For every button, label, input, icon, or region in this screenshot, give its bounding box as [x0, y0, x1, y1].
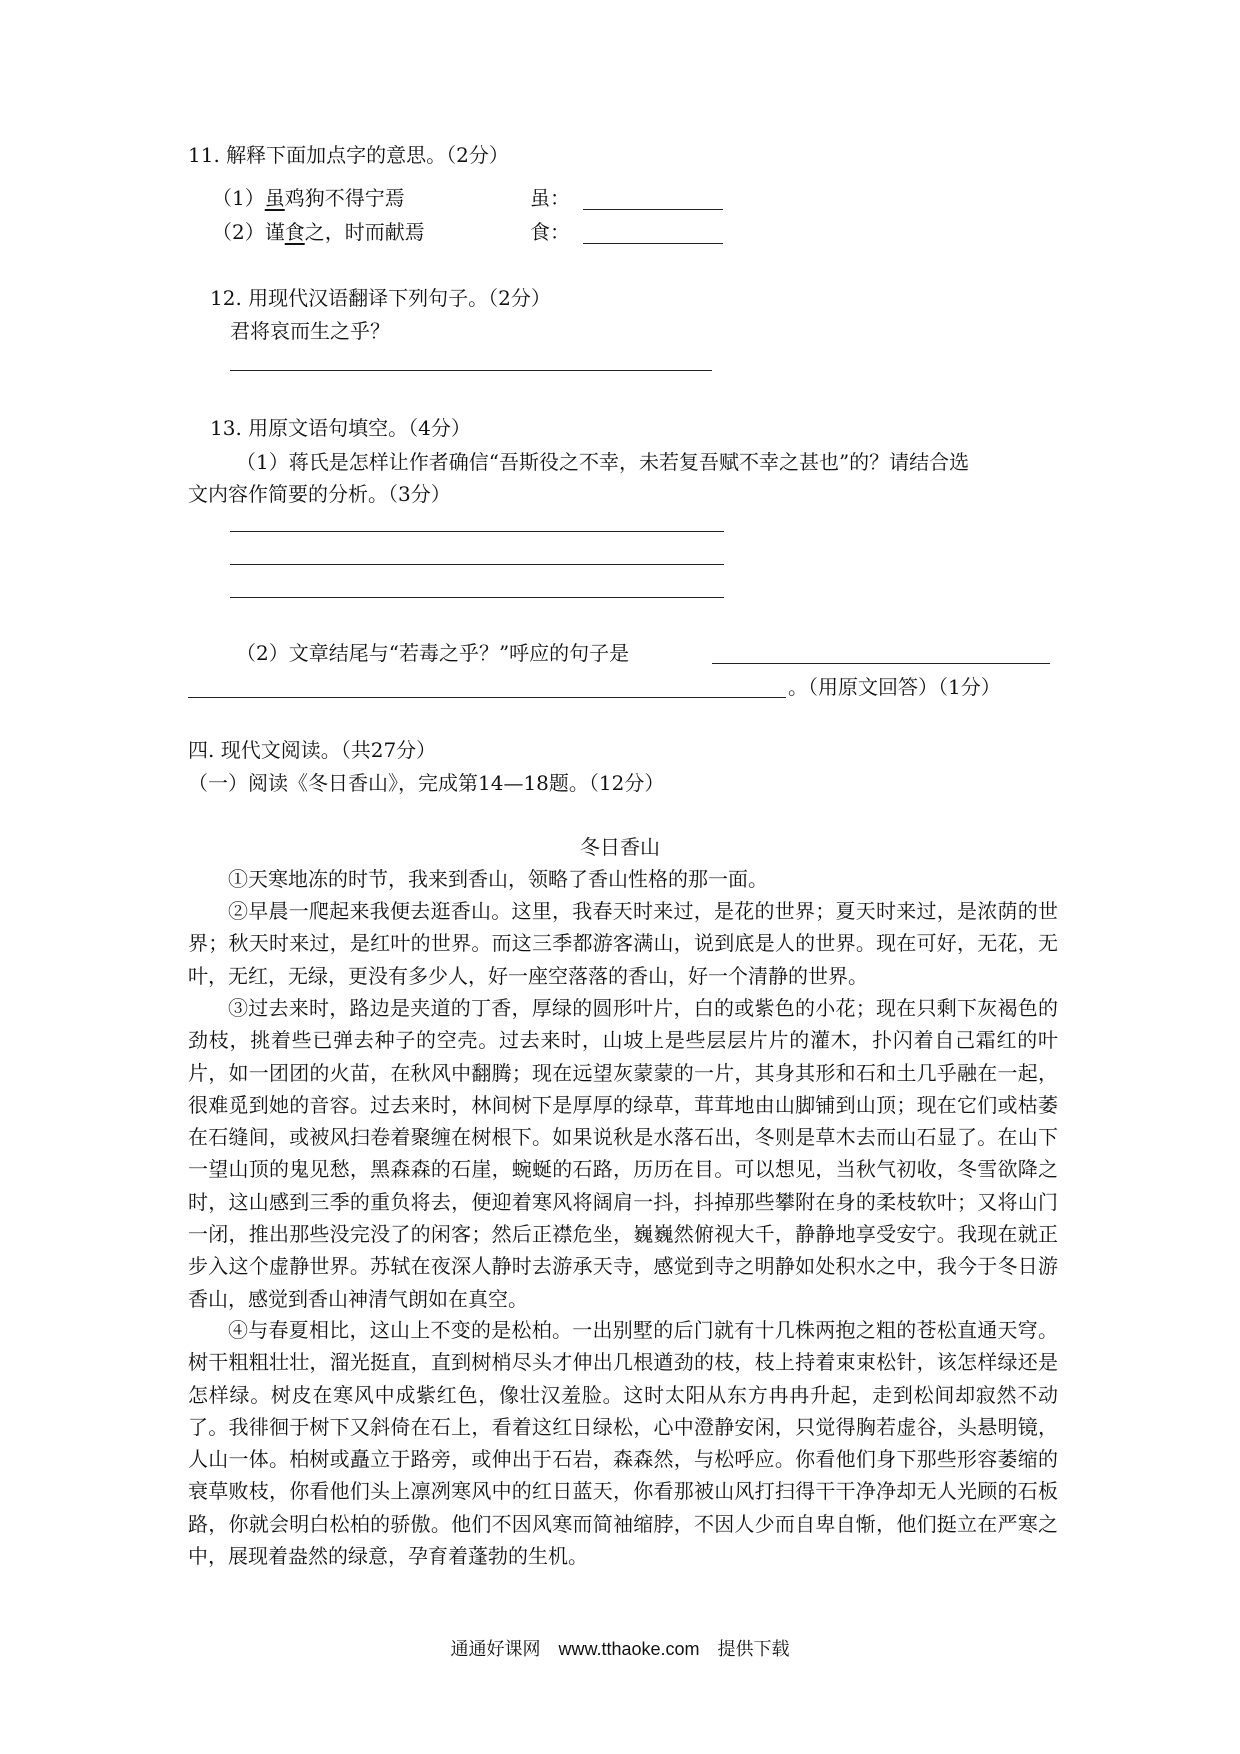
q11-item1-prefix: （1） — [212, 186, 265, 210]
q11-item1-key: 虽 — [264, 186, 285, 210]
q11-item2-key: 食 — [284, 220, 305, 244]
q13-stem: 13. 用原文语句填空。（4分） — [210, 416, 471, 440]
q13-part2-answer-line-b[interactable] — [188, 697, 786, 698]
q11-item2-label: 食： — [530, 220, 570, 244]
q12-answer-line[interactable] — [230, 370, 712, 371]
q13-part2-line1: （2）文章结尾与“若毒之乎？”呼应的句子是 — [236, 641, 630, 665]
q13-part1-answer-line-3[interactable] — [230, 597, 724, 598]
q12-sentence: 君将哀而生之乎？ — [230, 319, 390, 343]
q13-part1-answer-line-2[interactable] — [230, 564, 724, 565]
q13-part1-line2: 文内容作简要的分析。（3分） — [188, 482, 451, 506]
q11-item1 — [212, 183, 405, 213]
passage-title: 冬日香山 — [580, 835, 660, 859]
q12-stem: 12. 用现代汉语翻译下列句子。（2分） — [210, 286, 551, 310]
section4-heading: 四. 现代文阅读。（共27分） — [188, 738, 437, 762]
passage-paragraph-3: ③过去来时，路边是夹道的丁香，厚绿的圆形叶片，白的或紫色的小花；现在只剩下灰褐色的劲枝，挑着些已弹去种子的空壳。过去来时，山坡上是些层层片片的灌木，扑闪着自己霜红的叶片，如一团团的火苗，在秋风中翻腾；现在远望灰蒙蒙的一片，其身其形和石和土几乎融在一起，很难觅到她的音容。过去来时，林间树下是厚厚的绿草，茸茸地由山脚铺到山顶；现在它们或枯萎在石缝间，或被风扫卷着聚缠在树根下。如果说秋是水落石出，冬则是草木去而山石显了。在山下一望山顶的鬼见愁，黑森森的石崖，蜿蜒的石路，历历在目。可以想见，当秋气初收，冬雪欲降之时，这山感到三季的重负将去，便迎着寒风将阔肩一抖，抖掉那些攀附在身的柔枝软叶；又将山门一闭，推出那些没完没了的闲客；然后正襟危坐，巍巍然俯视大千，静静地享受安宁。我现在就正步入这个虚静世界。苏轼在夜深人静时去游承天寺，感觉到寺之明静如处积水之中，我今于冬日游香山，感觉到香山神清气朗如在真空。 — [188, 996, 1058, 1311]
q11-item2 — [212, 217, 425, 247]
q11-item1-rest: 鸡狗不得宁焉 — [284, 186, 405, 210]
passage-paragraph-4: ④与春夏相比，这山上不变的是松柏。一出别墅的后门就有十几株两抱之粗的苍松直通天穹。树干粗粗壮壮，溜光挺直，直到树梢尽头才伸出几根遒劲的枝，枝上持着束束松针，该怎样绿还是怎样绿。树皮在寒风中成紫红色，像壮汉羞脸。这时太阳从东方冉冉升起，走到松间却寂然不动了。我徘徊于树下又斜倚在石上，看着这红日绿松，心中澄静安闲，只觉得胸若虚谷，头悬明镜，人山一体。柏树或矗立于路旁，或伸出于石岩，森森然，与松呼应。你看他们身下那些形容萎缩的衰草败枝，你看他们头上凛冽寒风中的红日蓝天，你看那被山风打扫得干干净净却无人光顾的石板路，你就会明白松柏的骄傲。他们不因风寒而简袖缩脖，不因人少而自卑自惭，他们挺立在严寒之中，展现着盎然的绿意，孕育着蓬勃的生机。 — [188, 1318, 1058, 1569]
q11-stem: 11. 解释下面加点字的意思。（2分） — [188, 143, 509, 167]
q11-item1-blank[interactable] — [583, 209, 723, 210]
q13-part2-suffix: 。（用原文回答）（1分） — [788, 675, 1001, 699]
q13-part1-line1: （1）蒋氏是怎样让作者确信“吾斯役之不幸，未若复吾赋不幸之甚也”的？请结合选 — [236, 450, 970, 474]
q13-part1-answer-line-1[interactable] — [230, 531, 724, 532]
q11-item2-blank[interactable] — [583, 243, 723, 244]
q11-item2-prefix: （2）谨 — [212, 220, 285, 244]
passage-paragraph-2: ②早晨一爬起来我便去逛香山。这里，我春天时来过，是花的世界；夏天时来过，是浓荫的世界；秋天时来过，是红叶的世界。而这三季都游客满山，说到底是人的世界。现在可好，无花，无叶，无红，无绿，更没有多少人，好一座空落落的香山，好一个清静的世界。 — [188, 899, 1058, 988]
q11-item1-label: 虽： — [530, 186, 570, 210]
q13-part2-answer-line-a[interactable] — [712, 663, 1050, 664]
q11-item2-rest: 之，时而献焉 — [304, 220, 425, 244]
passage-paragraph-1: ①天寒地冻的时节，我来到香山，领略了香山性格的那一面。 — [228, 867, 768, 891]
page-footer: 通通好课网 www.tthaoke.com 提供下载 — [450, 1639, 790, 1659]
section4-subheading: （一）阅读《冬日香山》，完成第14—18题。（12分） — [188, 771, 665, 795]
